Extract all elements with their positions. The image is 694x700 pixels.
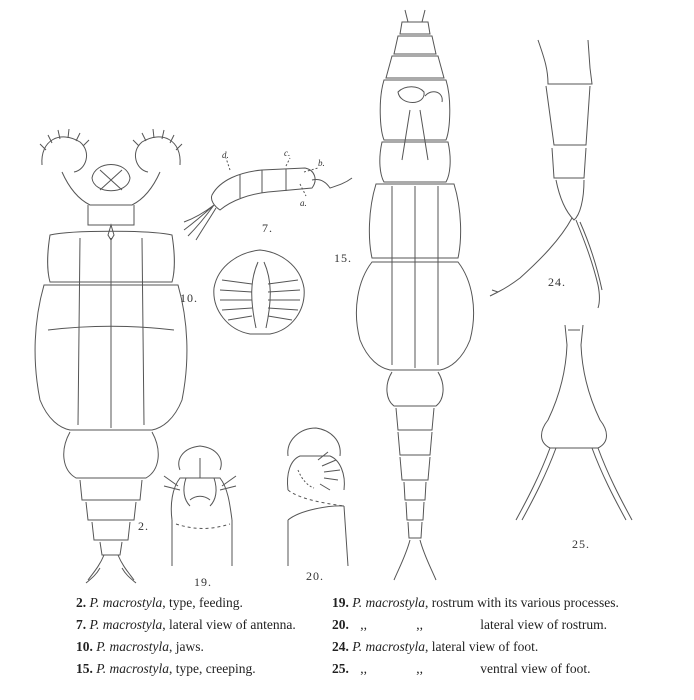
figure-15-drawing <box>356 10 473 580</box>
ditto-mark: ,, <box>360 661 367 676</box>
caption-text: , jaws. <box>169 639 204 654</box>
caption-fig-10 <box>76 636 336 658</box>
figure-2-drawing <box>35 129 187 583</box>
caption-fig-19 <box>332 592 692 614</box>
caption-text: , rostrum with its various processes. <box>425 595 619 610</box>
caption-fig-25 <box>332 658 692 680</box>
caption-species: P. macrostyla <box>352 639 425 654</box>
caption-number: 10. <box>76 639 93 654</box>
caption-number: 25. <box>332 661 349 676</box>
figure-25-label: 25. <box>572 537 590 551</box>
caption-text: , lateral view of foot. <box>425 639 539 654</box>
figure-captions <box>0 592 694 700</box>
caption-number: 2. <box>76 595 87 610</box>
caption-text: ventral view of foot. <box>480 661 591 676</box>
caption-species: P. macrostyla <box>96 639 169 654</box>
caption-number: 19. <box>332 595 349 610</box>
figure-20-label: 20. <box>306 569 324 583</box>
caption-text: , type, creeping. <box>169 661 256 676</box>
figure-7-label: 7. <box>262 221 273 235</box>
caption-text: lateral view of rostrum. <box>480 617 607 632</box>
figure-7-part-c: c. <box>284 148 291 158</box>
caption-column-left <box>76 592 336 680</box>
figure-19-drawing <box>164 446 236 566</box>
caption-species: P. macrostyla <box>89 617 163 632</box>
figure-2-label: 2. <box>138 519 149 533</box>
figure-7-part-d: d. <box>222 150 229 160</box>
figure-10-label: 10. <box>180 291 198 305</box>
figure-7-part-b: b. <box>318 158 325 168</box>
caption-number: 15. <box>76 661 93 676</box>
figure-20-drawing <box>288 428 349 566</box>
caption-species: P. macrostyla <box>96 661 169 676</box>
caption-number: 24. <box>332 639 349 654</box>
caption-text: , lateral view of antenna. <box>162 617 296 632</box>
caption-species: P. macrostyla <box>89 595 163 610</box>
caption-number: 7. <box>76 617 87 632</box>
caption-text: , type, feeding. <box>162 595 243 610</box>
caption-fig-20 <box>332 614 692 636</box>
ditto-mark: ,, <box>416 617 423 632</box>
caption-fig-15 <box>76 658 336 680</box>
caption-fig-7 <box>76 614 336 636</box>
caption-column-right <box>332 592 692 680</box>
caption-fig-2 <box>76 592 336 614</box>
figure-15-label: 15. <box>334 251 352 265</box>
caption-number: 20. <box>332 617 349 632</box>
ditto-mark: ,, <box>416 661 423 676</box>
figure-7-part-a: a. <box>300 198 307 208</box>
ditto-mark: ,, <box>360 617 367 632</box>
figure-24-label: 24. <box>548 275 566 289</box>
figure-10-drawing <box>214 250 304 334</box>
figure-19-label: 19. <box>194 575 212 589</box>
figure-24-drawing <box>490 40 602 308</box>
caption-fig-24 <box>332 636 692 658</box>
figure-25-drawing <box>516 325 632 520</box>
caption-species: P. macrostyla <box>352 595 425 610</box>
